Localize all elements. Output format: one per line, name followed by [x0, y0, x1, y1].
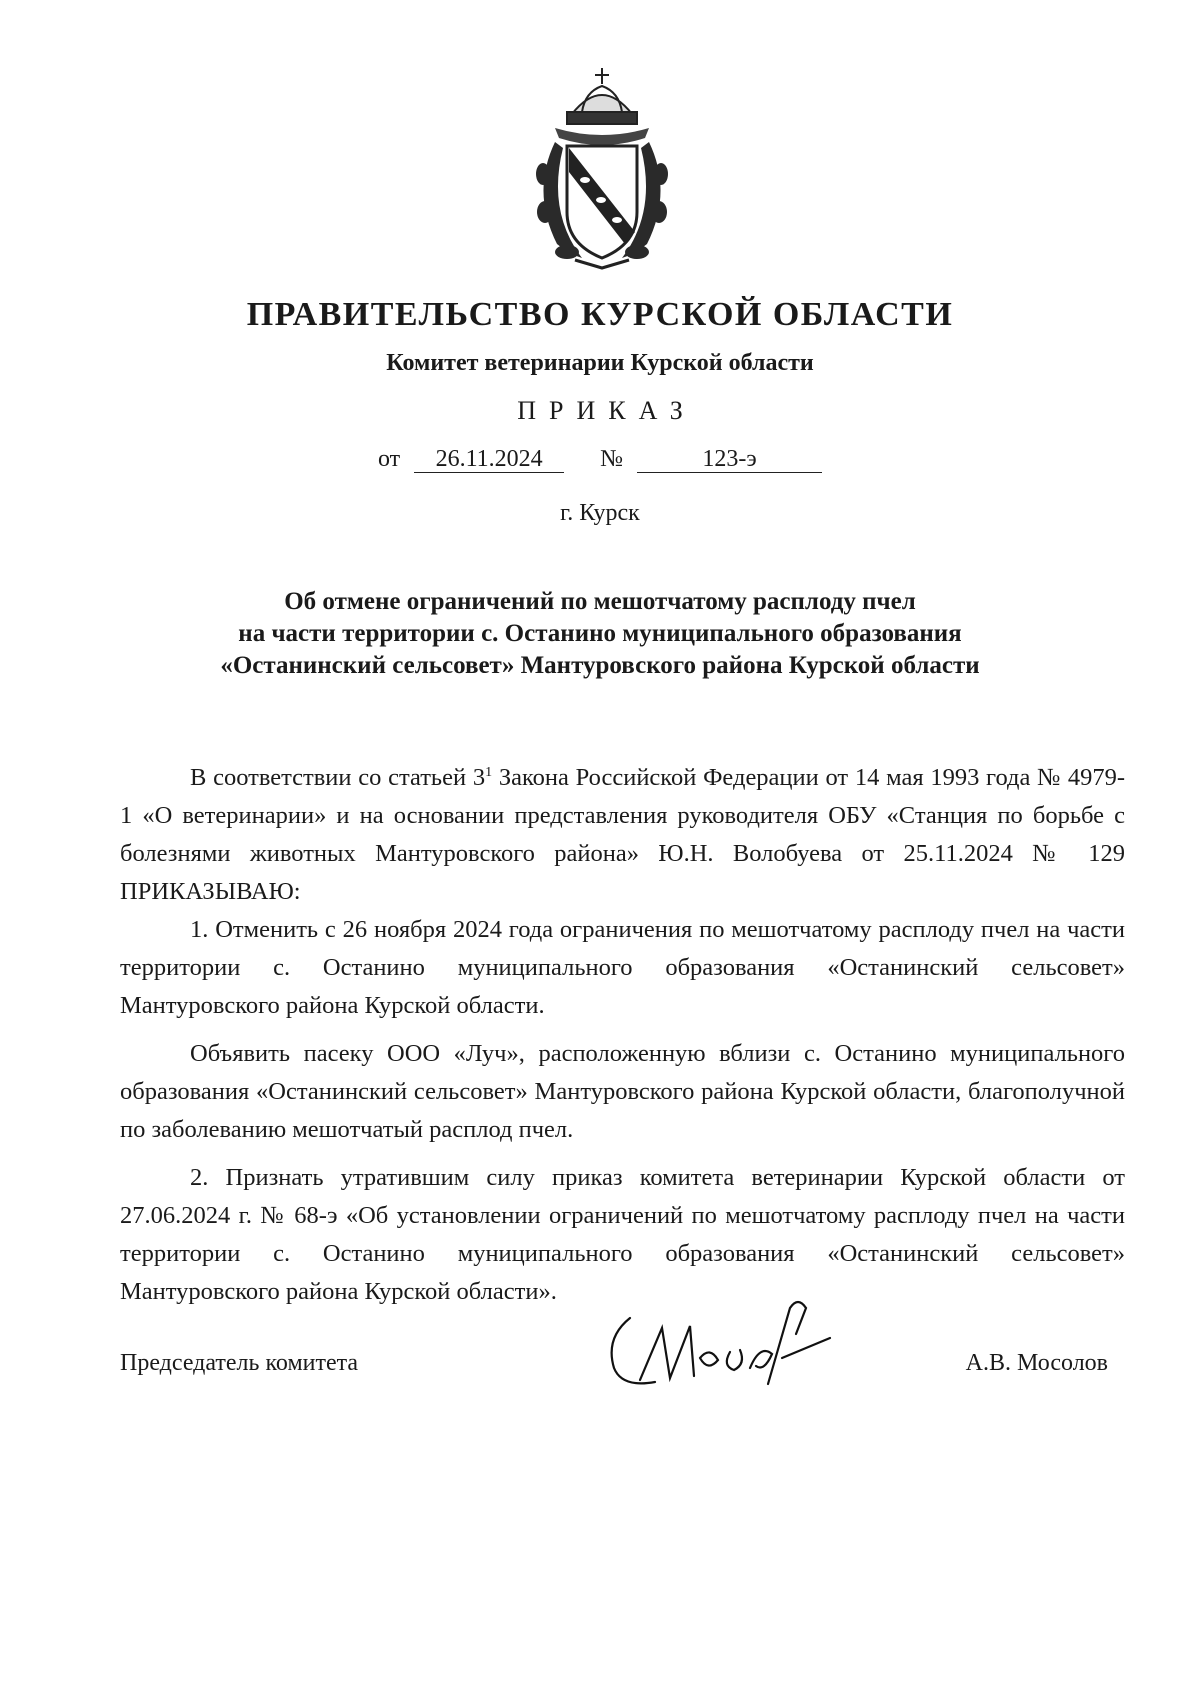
body-text: В соответствии со статьей 3 — [190, 764, 486, 792]
body-paragraph: 2. Признать утратившим силу приказ комитета ветеринарии Курской области от 27.06.2024 г. № 68-э «Об установлении ограничений по мешотчатому расплоду пчел на части территории с. Останино муниципального образования «Останинский сельсовет» Мантуровского района Курской области». — [120, 1164, 1125, 1306]
order-number: 123-э — [637, 446, 822, 473]
article-superscript: 1 — [485, 765, 493, 780]
handwritten-signature-icon — [600, 1288, 850, 1398]
order-date: 26.11.2024 — [414, 446, 564, 473]
document-type: ПРИКАЗ — [517, 396, 696, 425]
committee-name: Комитет ветеринарии Курской области — [386, 350, 814, 376]
coat-of-arms-icon — [527, 62, 677, 272]
title-line: Об отмене ограничений по мешотчатому расплоду пчел — [284, 588, 916, 615]
title-line: «Останинский сельсовет» Мантуровского района Курской области — [220, 652, 980, 679]
number-prefix: № — [600, 446, 624, 472]
title-line: на части территории с. Останино муниципального образования — [238, 620, 962, 647]
signatory-position: Председатель комитета — [120, 1350, 359, 1376]
government-name: ПРАВИТЕЛЬСТВО КУРСКОЙ ОБЛАСТИ — [246, 296, 954, 333]
order-title — [0, 586, 1200, 682]
date-number-line — [0, 446, 1200, 473]
body-paragraph: Объявить пасеку ООО «Луч», расположенную вблизи с. Останино муниципального образования «Останинский сельсовет» Мантуровского района Курской области, благополучной по заболеванию мешотчатый расплод пчел. — [120, 1040, 1125, 1144]
order-body — [120, 754, 1125, 1311]
body-text: Закона Российской Федерации от 14 мая 1993 года № 4979-1 «О ветеринарии» и на основании представления руководителя ОБУ «Станция по борьбе с болезнями животных Мантуровского района» Ю.Н. Волобуева от 25.11.2024 № 129 ПРИКАЗЫВАЮ: — [120, 764, 1125, 906]
signatory-name: А.В. Мосолов — [965, 1350, 1108, 1376]
body-paragraph: 1. Отменить с 26 ноября 2024 года ограничения по мешотчатому расплоду пчел на части территории с. Останино муниципального образования «Останинский сельсовет» Мантуровского района Курской области. — [120, 916, 1125, 1020]
city: г. Курск — [560, 500, 640, 526]
body-paragraph — [120, 754, 1125, 911]
date-prefix: от — [377, 446, 401, 472]
